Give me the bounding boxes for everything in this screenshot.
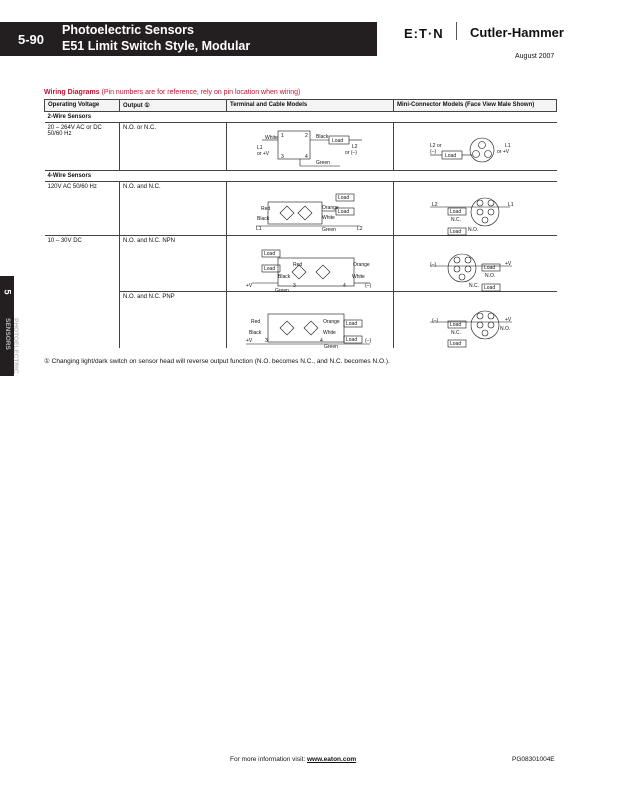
svg-text:2: 2 bbox=[305, 133, 308, 139]
svg-text:N.O.: N.O. bbox=[468, 227, 479, 233]
svg-text:N.C.: N.C. bbox=[451, 330, 461, 336]
section-label: PHOTOELECTRIC SENSORS bbox=[4, 318, 19, 374]
section-row: 4-Wire Sensors bbox=[45, 171, 557, 182]
svg-text:or (–): or (–) bbox=[345, 150, 357, 156]
svg-text:Load: Load bbox=[484, 265, 496, 271]
svg-text:L1: L1 bbox=[257, 145, 263, 151]
svg-text:Load: Load bbox=[264, 266, 276, 272]
table-row: 10 – 30V DC N.O. and N.C. NPN bbox=[45, 236, 557, 292]
svg-text:Load: Load bbox=[346, 337, 358, 343]
svg-text:Load: Load bbox=[332, 138, 344, 144]
svg-text:Orange: Orange bbox=[322, 205, 339, 211]
svg-text:L1: L1 bbox=[505, 143, 511, 149]
svg-text:Green: Green bbox=[322, 227, 336, 233]
cutler-hammer-logo: Cutler-Hammer bbox=[470, 25, 564, 40]
svg-text:White: White bbox=[323, 330, 336, 336]
footer-link[interactable]: www.eaton.com bbox=[306, 756, 357, 763]
svg-text:Black: Black bbox=[278, 274, 291, 280]
svg-text:4: 4 bbox=[343, 283, 346, 289]
svg-text:N.C.: N.C. bbox=[451, 217, 461, 223]
svg-text:Orange: Orange bbox=[323, 319, 340, 325]
table-row: 120V AC 50/60 Hz N.O. and N.C. bbox=[45, 182, 557, 236]
svg-text:Load: Load bbox=[450, 341, 462, 347]
svg-text:Orange: Orange bbox=[353, 262, 370, 268]
page-subtitle: E51 Limit Switch Style, Modular bbox=[62, 39, 251, 53]
svg-text:3: 3 bbox=[281, 154, 284, 160]
svg-text:L1: L1 bbox=[256, 226, 262, 232]
svg-text:Load: Load bbox=[484, 285, 496, 291]
footer-info: For more information visit: www.eaton.com bbox=[230, 756, 357, 763]
svg-text:Green: Green bbox=[316, 160, 330, 166]
svg-text:(–): (–) bbox=[430, 149, 437, 155]
svg-text:Load: Load bbox=[338, 195, 350, 201]
svg-text:Green: Green bbox=[324, 344, 338, 350]
section-number: 5 bbox=[2, 289, 13, 295]
col-header: Operating Voltage bbox=[45, 100, 120, 112]
footnote: ① Changing light/dark switch on sensor head will reverse output function (N.O. becomes N.C., and N.C. becomes N.O.). bbox=[44, 358, 390, 365]
wiring-table bbox=[44, 99, 557, 348]
svg-text:White: White bbox=[265, 135, 278, 141]
svg-text:N.O.: N.O. bbox=[485, 273, 496, 279]
col-header: Terminal and Cable Models bbox=[227, 100, 394, 112]
table-row: N.O. and N.C. PNP bbox=[45, 292, 557, 348]
svg-text:Green: Green bbox=[275, 288, 289, 294]
svg-text:4: 4 bbox=[320, 338, 323, 344]
svg-text:3: 3 bbox=[293, 283, 296, 289]
svg-text:L2: L2 bbox=[432, 202, 438, 208]
svg-text:N.O.: N.O. bbox=[500, 326, 511, 332]
svg-text:+V: +V bbox=[505, 261, 512, 267]
svg-text:1: 1 bbox=[281, 133, 284, 139]
date: August 2007 bbox=[515, 53, 555, 60]
svg-text:L1: L1 bbox=[508, 202, 514, 208]
page-number: 5-90 bbox=[18, 32, 45, 47]
svg-text:+V: +V bbox=[505, 317, 512, 323]
svg-text:Load: Load bbox=[445, 153, 457, 159]
svg-text:(–): (–) bbox=[365, 283, 372, 289]
svg-text:or +V: or +V bbox=[257, 151, 270, 157]
svg-text:or +V: or +V bbox=[497, 149, 510, 155]
svg-text:L2: L2 bbox=[357, 226, 363, 232]
col-header: Output ① bbox=[120, 100, 227, 112]
col-header: Mini-Connector Models (Face View Male Shown) bbox=[394, 100, 557, 112]
svg-text:Red: Red bbox=[261, 206, 271, 212]
svg-text:Red: Red bbox=[251, 319, 261, 325]
section-row: 2-Wire Sensors bbox=[45, 112, 557, 123]
svg-text:White: White bbox=[322, 215, 335, 221]
wiring-heading: Wiring Diagrams (Pin numbers are for reference, rely on pin location when wiring) bbox=[44, 89, 301, 96]
svg-text:Black: Black bbox=[257, 216, 270, 222]
eaton-logo: E:T·N bbox=[404, 26, 444, 41]
svg-text:White: White bbox=[352, 274, 365, 280]
svg-text:(–): (–) bbox=[430, 262, 437, 268]
svg-text:(–): (–) bbox=[365, 338, 372, 344]
svg-text:Red: Red bbox=[293, 262, 303, 268]
svg-text:Load: Load bbox=[264, 251, 276, 257]
svg-text:Load: Load bbox=[450, 209, 462, 215]
svg-text:Load: Load bbox=[338, 209, 350, 215]
svg-text:Black: Black bbox=[249, 330, 262, 336]
svg-text:Load: Load bbox=[450, 322, 462, 328]
svg-text:+V: +V bbox=[246, 283, 253, 289]
table-header-row bbox=[45, 100, 557, 112]
svg-text:Load: Load bbox=[450, 229, 462, 235]
page-title: Photoelectric Sensors bbox=[62, 23, 194, 37]
svg-text:4: 4 bbox=[305, 154, 308, 160]
svg-text:N.C.: N.C. bbox=[469, 283, 479, 289]
header-bar bbox=[0, 22, 377, 56]
svg-text:Black: Black bbox=[316, 134, 329, 140]
brand-divider bbox=[456, 22, 457, 40]
svg-text:L2: L2 bbox=[352, 144, 358, 150]
svg-text:3: 3 bbox=[265, 338, 268, 344]
table-row: 20 – 264V AC or DC 50/60 Hz N.O. or N.C. bbox=[45, 123, 557, 171]
svg-text:+V: +V bbox=[246, 338, 253, 344]
doc-code: PG08301004E bbox=[512, 756, 555, 763]
svg-text:(–): (–) bbox=[432, 318, 439, 324]
svg-text:Load: Load bbox=[346, 321, 358, 327]
svg-text:L2 or: L2 or bbox=[430, 143, 442, 149]
